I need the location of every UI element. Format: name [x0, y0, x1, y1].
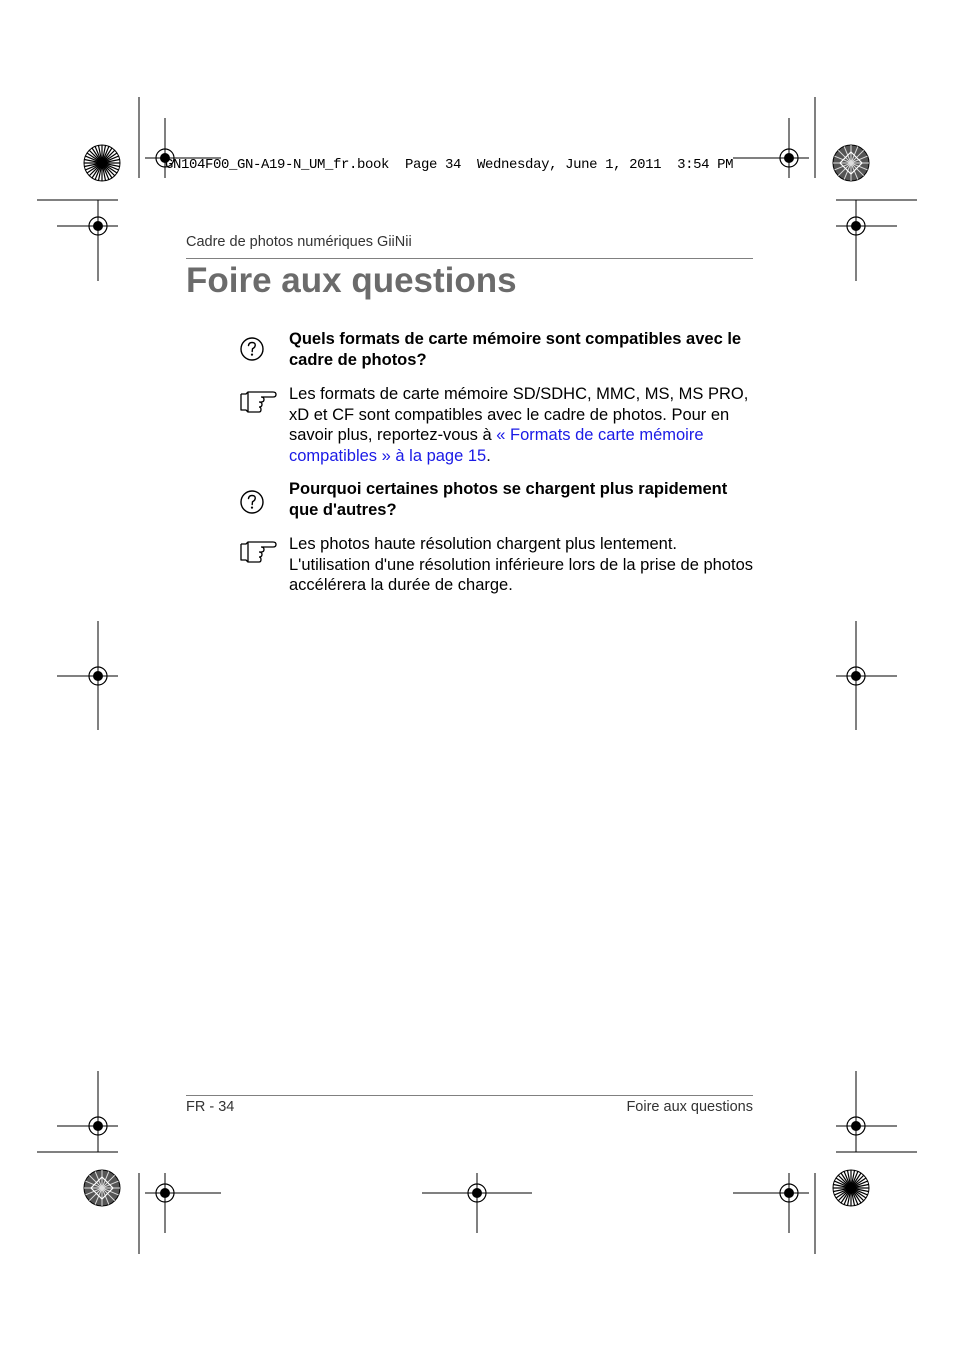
footer-page-number: FR - 34 — [186, 1099, 235, 1115]
faq-answer-1-text: Les formats de carte mémoire SD/SDHC, MMC, MS, MS PRO, xD et CF sont compatibles avec le cadre de photos. Pour en savoir plus, reportez-vous à — [289, 385, 749, 444]
page-title: Foire aux questions — [186, 261, 517, 300]
pointing-hand-icon — [239, 540, 277, 569]
faq-answer-1 — [289, 384, 759, 466]
question-circle-icon — [239, 336, 265, 367]
running-header: Cadre de photos numériques GiiNii — [186, 234, 412, 250]
question-circle-icon — [239, 489, 265, 520]
faq-answer-2: Les photos haute résolution chargent plus lentement. L'utilisation d'une résolution inférieure lors de la prise de photos accélérera la durée de charge. — [289, 535, 753, 594]
print-slug: GN104F00_GN-A19-N_UM_fr.book Page 34 Wednesday, June 1, 2011 3:54 PM — [165, 157, 734, 173]
pointing-hand-icon — [239, 390, 277, 419]
faq-question-2: Pourquoi certaines photos se chargent plus rapidement que d'autres? — [289, 480, 728, 519]
faq-question-1: Quels formats de carte mémoire sont compatibles avec le cadre de photos? — [289, 330, 742, 369]
footer-rule — [186, 1095, 753, 1096]
footer-section-title: Foire aux questions — [626, 1099, 753, 1115]
faq-answer-1-end: . — [486, 446, 491, 465]
header-rule — [186, 258, 753, 259]
faq-answer-1-link[interactable]: « Formats de carte mémoire compatibles » à la page 15 — [289, 426, 704, 465]
